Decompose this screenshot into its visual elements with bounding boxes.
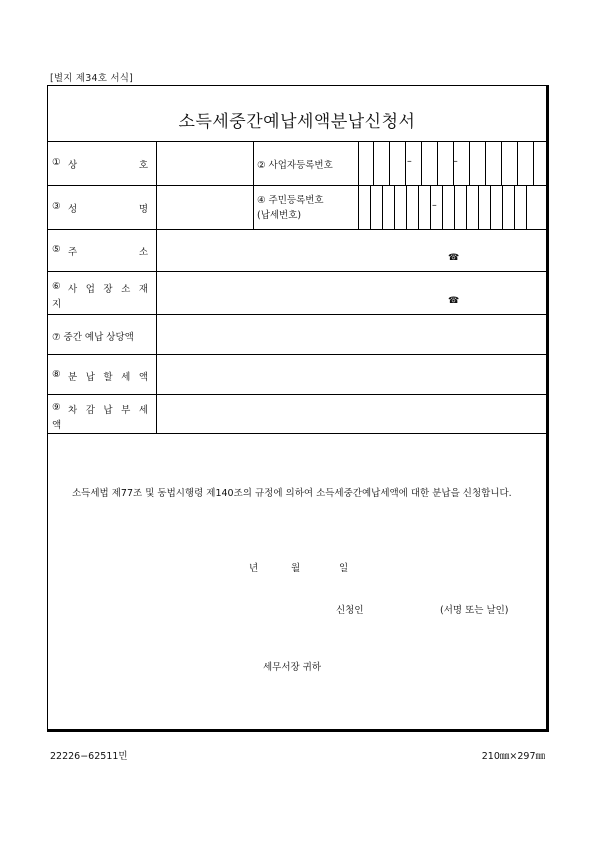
label-installment-amount: 분 납 할 세 액 [68,372,148,383]
date-month-label: 월 [291,563,301,574]
paper-size: 210㎜×297㎜ [481,751,545,762]
business-reg-no-field[interactable] [359,142,544,184]
net-payment-field[interactable] [157,395,544,432]
addressee: 세무서장 귀하 [263,662,322,673]
form-code: 22226−62511민 [50,751,128,762]
label-business-address: 사 업 장 소 재 [68,284,148,295]
column-divider [253,141,254,229]
row-divider [48,433,546,434]
applicant-label: 신청인 [336,605,364,616]
signature-label[interactable]: (서명 또는 날인) [440,605,509,616]
business-address-field[interactable] [157,272,544,313]
form-frame [47,85,549,732]
address-field[interactable] [157,230,544,270]
label-business-reg-no: ② 사업자등록번호 [257,160,333,171]
label-number: ⑨ [52,402,61,413]
form-number-label: [별지 제34호 서식] [50,73,134,84]
phone-icon: ☎ [448,253,460,263]
form-title: 소득세중간예납세액분납신청서 [178,112,416,132]
label-business-name: 상 호 [68,160,148,171]
reg-no-dash: – [407,156,412,167]
label-interim-amount: ⑦ 중간 예납 상당액 [52,332,134,343]
label-business-address-cont: 지 [52,299,62,310]
label-number: ⑧ [52,369,61,380]
label-net-payment: 차 감 납 부 세 [68,405,148,416]
resident-no-dash: – [432,200,437,211]
label-number: ⑤ [52,244,61,255]
label-net-payment-cont: 액 [52,420,62,431]
application-statement: 소득세법 제77조 및 동법시행령 제140조의 규정에 의하여 소득세중간예납세액에 대한 분납을 신청합니다. [72,488,512,499]
label-number: ⑥ [52,281,61,292]
label-address: 주 소 [68,247,148,258]
name-field[interactable] [157,186,252,228]
label-number: ③ [52,201,61,212]
installment-amount-field[interactable] [157,355,544,393]
reg-no-dash: – [453,156,458,167]
label-resident-reg-no: ④ 주민등록번호 [257,195,324,206]
date-day-label: 일 [339,563,349,574]
label-tax-number: (납세번호) [257,210,302,221]
label-name: 성 명 [68,204,148,215]
resident-reg-no-field[interactable] [359,186,544,228]
phone-icon: ☎ [448,296,460,306]
date-year-label: 년 [249,563,259,574]
interim-amount-field[interactable] [157,315,544,353]
business-name-field[interactable] [157,142,252,184]
label-number: ① [52,157,61,168]
